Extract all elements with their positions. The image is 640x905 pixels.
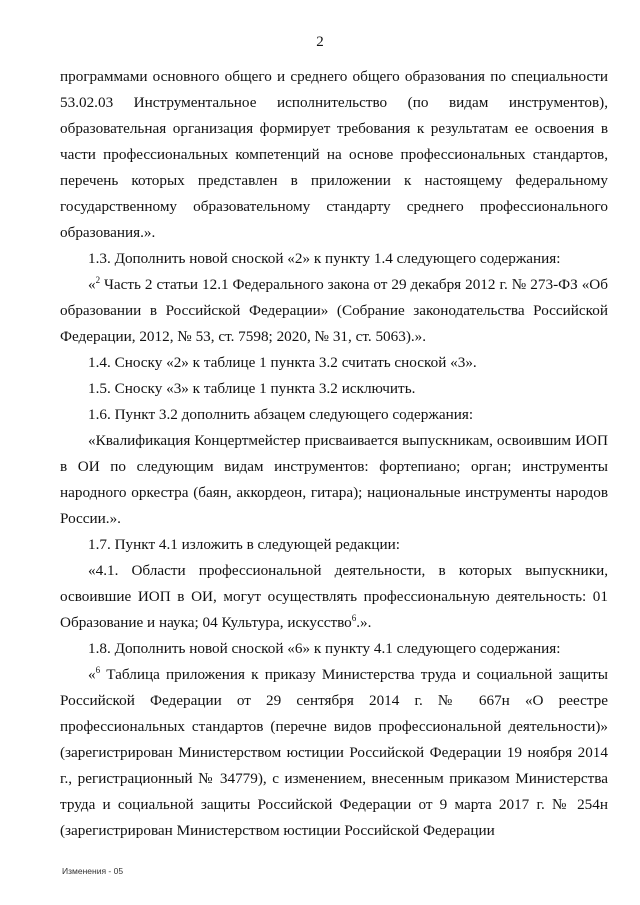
quote-open: «: [88, 666, 96, 683]
page-number: 2: [316, 34, 324, 50]
paragraph-text: программами основного общего и среднего общего образования по специальности 53.02.03 Инструментальное исполнительство (по видам инструментов), образовательная организация формирует требования к результатам ее освоения в части профессиональных компетенций на основе профессиональных стандартов, перечень которых представлен в приложении к настоящему федеральному государственному образовательному стандарту среднего профессионального образования.».: [60, 68, 608, 241]
paragraph-text: «4.1. Области профессиональной деятельности, в которых выпускники, освоившие ИОП в ОИ, могут осуществлять профессиональную деятельность: 01 Образование и наука; 04 Культура, искусство: [60, 562, 608, 631]
paragraph-item-1-7: [60, 532, 608, 558]
paragraph-continuation: [60, 64, 608, 246]
paragraph-text: 1.4. Сноску «2» к таблице 1 пункта 3.2 считать сноской «3».: [88, 354, 477, 371]
paragraph-item-4-1-quote: [60, 558, 608, 636]
footnote-marker: 2: [95, 274, 101, 285]
paragraph-text: Таблица приложения к приказу Министерства труда и социальной защиты Российской Федерации от 29 сентября 2014 г. № 667н «О реестре профессиональных стандартов (перечне видов профессиональной деятельности)» (зарегистрирован Министерством юстиции Российской Федерации 19 ноября 2014 г., регистрационный № 34779), с изменением, внесенным приказом Министерства труда и социальной защиты Российской Федерации от 9 марта 2017 г. № 254н (зарегистрирован Министерством юстиции Российской Федерации: [60, 666, 608, 839]
footer-revision-mark: Изменения - 05: [62, 866, 124, 876]
paragraph-text: Часть 2 статьи 12.1 Федерального закона от 29 декабря 2012 г. № 273-ФЗ «Об образовании в Российской Федерации» (Собрание законодательства Российской Федерации, 2012, № 53, ст. 7598; 2020, № 31, ст. 5063).».: [60, 276, 608, 345]
paragraph-text: 1.3. Дополнить новой сноской «2» к пункту 1.4 следующего содержания:: [88, 250, 561, 267]
footnote-marker: 6: [95, 664, 101, 675]
paragraph-text: 1.5. Сноску «3» к таблице 1 пункта 3.2 исключить.: [88, 380, 416, 397]
paragraph-item-1-6: [60, 402, 608, 428]
paragraph-text: 1.7. Пункт 4.1 изложить в следующей редакции:: [88, 536, 401, 553]
paragraph-qualification-quote: [60, 428, 608, 532]
quote-close: .».: [356, 614, 372, 631]
footnote-marker: 6: [351, 612, 357, 623]
paragraph-item-1-8: [60, 636, 608, 662]
paragraph-item-1-5: [60, 376, 608, 402]
paragraph-text: 1.6. Пункт 3.2 дополнить абзацем следующего содержания:: [88, 406, 474, 423]
document-body: [60, 64, 608, 844]
paragraph-item-1-3: [60, 246, 608, 272]
paragraph-text: 1.8. Дополнить новой сноской «6» к пункту 4.1 следующего содержания:: [88, 640, 561, 657]
paragraph-item-1-4: [60, 350, 608, 376]
footnote-6-text: [60, 662, 608, 844]
quote-open: «: [88, 276, 96, 293]
footnote-2-text: [60, 272, 608, 350]
paragraph-text: «Квалификация Концертмейстер присваивается выпускникам, освоившим ИОП в ОИ по следующим видам инструментов: фортепиано; орган; инструменты народного оркестра (баян, аккордеон, гитара); национальные инструменты народов России.».: [60, 432, 608, 527]
